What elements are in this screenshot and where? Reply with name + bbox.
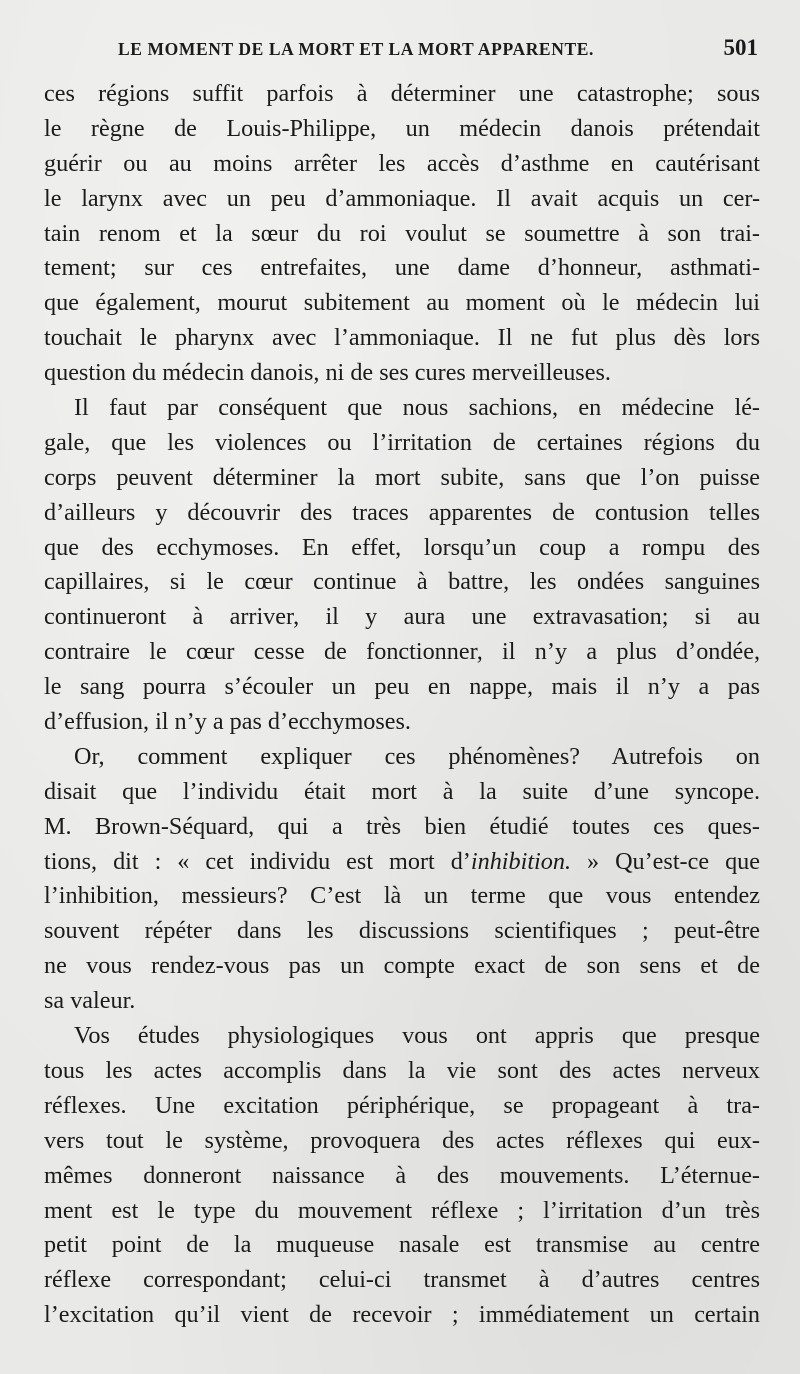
text-line: tement; sur ces entrefaites, une dame d’honneur, asthmati- xyxy=(44,254,760,282)
text-line: continueront à arriver, il y aura une extravasation; si au xyxy=(44,603,760,631)
text-line: d’effusion, il n’y a pas d’ecchymoses. xyxy=(44,708,411,736)
text-line: réflexes. Une excitation périphérique, se propageant à tra- xyxy=(44,1091,760,1119)
text-line: corps peuvent déterminer la mort subite, sans que l’on puisse xyxy=(44,463,760,491)
text-line: gale, que les violences ou l’irritation de certaines régions du xyxy=(44,428,760,456)
text-segment: » Qu’est-ce que xyxy=(571,847,760,875)
text-line: contraire le cœur cesse de fonctionner, il n’y a plus d’ondée, xyxy=(44,638,760,666)
text-line: Or, comment expliquer ces phénomènes? Autrefois on xyxy=(74,742,760,770)
text-line: que des ecchymoses. En effet, lorsqu’un coup a rompu des xyxy=(44,533,760,561)
text-line: le règne de Louis-Philippe, un médecin danois prétendait xyxy=(44,114,760,142)
text-line: l’excitation qu’il vient de recevoir ; immédiatement un certain xyxy=(44,1301,760,1329)
text-line: touchait le pharynx avec l’ammoniaque. Il ne fut plus dès lors xyxy=(44,324,760,352)
text-line: Il faut par conséquent que nous sachions, en médecine lé- xyxy=(74,394,760,422)
text-line: réflexe correspondant; celui-ci transmet à d’autres centres xyxy=(44,1266,760,1294)
text-line: ment est le type du mouvement réflexe ; l’irritation d’un très xyxy=(44,1196,760,1224)
text-line: capillaires, si le cœur continue à battre, les ondées sanguines xyxy=(44,568,760,596)
text-line: que également, mourut subitement au moment où le médecin lui xyxy=(44,289,760,317)
text-line: disait que l’individu était mort à la suite d’une syncope. xyxy=(44,777,760,805)
running-header xyxy=(118,34,758,64)
running-title: LE MOMENT DE LA MORT ET LA MORT APPARENTE. xyxy=(118,39,594,59)
text-line: ces régions suffit parfois à déterminer une catastrophe; sous xyxy=(44,80,760,107)
text-line: l’inhibition, messieurs? C’est là un terme que vous entendez xyxy=(44,882,760,910)
text-line xyxy=(44,845,760,880)
italic-term: inhibition. xyxy=(470,847,571,875)
text-line: guérir ou au moins arrêter les accès d’asthme en cautérisant xyxy=(44,149,760,177)
text-line: tain renom et la sœur du roi voulut se soumettre à son trai- xyxy=(44,219,760,247)
text-line: tous les actes accomplis dans la vie sont des actes nerveux xyxy=(44,1056,760,1084)
text-line: Vos études physiologiques vous ont appris que presque xyxy=(74,1022,760,1050)
text-line: M. Brown-Séquard, qui a très bien étudié toutes ces ques- xyxy=(44,812,760,840)
text-segment: tions, dit : « cet individu est mort d’ xyxy=(44,847,471,875)
text-line: question du médecin danois, ni de ses cures merveilleuses. xyxy=(44,359,611,387)
text-line: petit point de la muqueuse nasale est transmise au centre xyxy=(44,1231,760,1259)
text-line: sa valeur. xyxy=(44,987,136,1015)
page-number: 501 xyxy=(723,35,758,60)
text-line: d’ailleurs y découvrir des traces apparentes de contusion telles xyxy=(44,498,760,526)
text-line: le sang pourra s’écouler un peu en nappe, mais il n’y a pas xyxy=(44,673,760,701)
text-line: vers tout le système, provoquera des actes réflexes qui eux- xyxy=(44,1126,760,1154)
text-line: le larynx avec un peu d’ammoniaque. Il avait acquis un cer- xyxy=(44,184,760,212)
text-line: souvent répéter dans les discussions scientifiques ; peut-être xyxy=(44,917,760,945)
body-text xyxy=(44,77,760,1333)
text-line: ne vous rendez-vous pas un compte exact de son sens et de xyxy=(44,952,760,980)
text-line: mêmes donneront naissance à des mouvements. L’éternue- xyxy=(44,1161,760,1189)
